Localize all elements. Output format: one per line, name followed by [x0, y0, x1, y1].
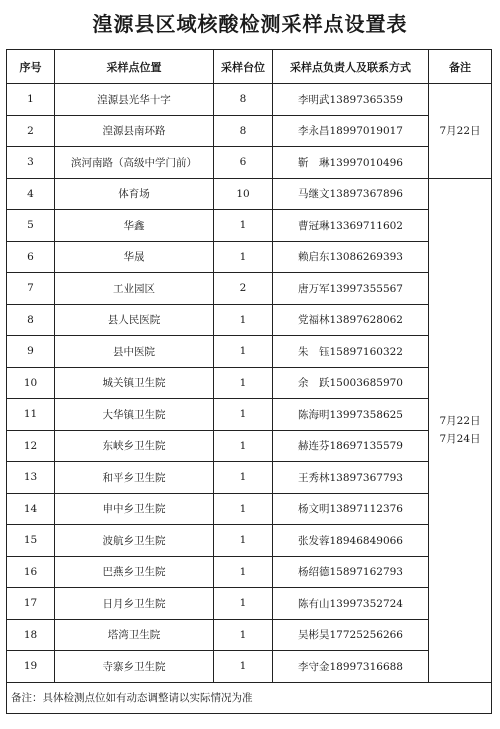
cell-location: 日月乡卫生院 — [55, 588, 214, 620]
table-body — [7, 84, 492, 683]
cell-contact: 王秀林13897367793 — [273, 462, 429, 494]
table-row — [7, 493, 492, 525]
note-date-end: 7月24日 — [439, 433, 481, 445]
cell-location: 塔湾卫生院 — [55, 619, 214, 651]
cell-location: 申中乡卫生院 — [55, 493, 214, 525]
cell-count: 10 — [214, 178, 273, 210]
cell-no: 15 — [7, 525, 55, 557]
note-date: 7月22日 — [439, 124, 481, 137]
table-row — [7, 178, 492, 210]
cell-contact: 李永昌18997019017 — [273, 115, 429, 147]
header-note: 备注 — [429, 50, 492, 84]
cell-location: 寺寨乡卫生院 — [55, 651, 214, 683]
note-cell-group-2 — [429, 178, 492, 682]
cell-no: 3 — [7, 147, 55, 179]
cell-no: 9 — [7, 336, 55, 368]
cell-location: 华鑫 — [55, 210, 214, 242]
cell-contact: 朱 钰15897160322 — [273, 336, 429, 368]
cell-no: 12 — [7, 430, 55, 462]
cell-no: 4 — [7, 178, 55, 210]
cell-contact: 唐万军13997355567 — [273, 273, 429, 305]
cell-count: 8 — [214, 115, 273, 147]
cell-no: 6 — [7, 241, 55, 273]
note-date-start: 7月22日 — [439, 415, 481, 427]
cell-count: 1 — [214, 430, 273, 462]
cell-no: 8 — [7, 304, 55, 336]
table-row — [7, 241, 492, 273]
table-row — [7, 84, 492, 116]
table-row — [7, 147, 492, 179]
note-cell-group-1 — [429, 84, 492, 179]
cell-location: 滨河南路（高级中学门前） — [55, 147, 214, 179]
table-row — [7, 588, 492, 620]
cell-location: 波航乡卫生院 — [55, 525, 214, 557]
cell-contact: 靳 琳13997010496 — [273, 147, 429, 179]
cell-contact: 张发蓉18946849066 — [273, 525, 429, 557]
table-row — [7, 651, 492, 683]
table-header-row — [7, 50, 492, 84]
cell-no: 11 — [7, 399, 55, 431]
table-row — [7, 430, 492, 462]
cell-count: 1 — [214, 304, 273, 336]
table-row — [7, 556, 492, 588]
cell-count: 1 — [214, 651, 273, 683]
cell-count: 1 — [214, 588, 273, 620]
cell-location: 东峡乡卫生院 — [55, 430, 214, 462]
header-location: 采样点位置 — [55, 50, 214, 84]
footer-row — [7, 682, 492, 713]
cell-contact: 杨文明13897112376 — [273, 493, 429, 525]
cell-location: 大华镇卫生院 — [55, 399, 214, 431]
cell-location: 工业园区 — [55, 273, 214, 305]
table-row — [7, 462, 492, 494]
cell-no: 14 — [7, 493, 55, 525]
cell-count: 1 — [214, 367, 273, 399]
cell-count: 1 — [214, 399, 273, 431]
table-row — [7, 367, 492, 399]
cell-location: 城关镇卫生院 — [55, 367, 214, 399]
table-row — [7, 273, 492, 305]
cell-contact: 陈海明13997358625 — [273, 399, 429, 431]
header-no: 序号 — [7, 50, 55, 84]
cell-location: 和平乡卫生院 — [55, 462, 214, 494]
cell-location: 湟源县光华十字 — [55, 84, 214, 116]
cell-contact: 曹冠琳13369711602 — [273, 210, 429, 242]
cell-count: 1 — [214, 462, 273, 494]
cell-contact: 李明武13897365359 — [273, 84, 429, 116]
table-row — [7, 399, 492, 431]
cell-count: 1 — [214, 241, 273, 273]
cell-count: 1 — [214, 493, 273, 525]
cell-no: 19 — [7, 651, 55, 683]
cell-no: 5 — [7, 210, 55, 242]
table-row — [7, 115, 492, 147]
cell-contact: 马继文13897367896 — [273, 178, 429, 210]
cell-contact: 李守金18997316688 — [273, 651, 429, 683]
cell-count: 1 — [214, 525, 273, 557]
cell-contact: 陈有山13997352724 — [273, 588, 429, 620]
cell-count: 1 — [214, 619, 273, 651]
cell-location: 华晟 — [55, 241, 214, 273]
cell-location: 湟源县南环路 — [55, 115, 214, 147]
cell-no: 7 — [7, 273, 55, 305]
cell-location: 体育场 — [55, 178, 214, 210]
cell-contact: 余 跃15003685970 — [273, 367, 429, 399]
cell-contact: 党福林13897628062 — [273, 304, 429, 336]
cell-no: 18 — [7, 619, 55, 651]
table-row — [7, 304, 492, 336]
cell-count: 8 — [214, 84, 273, 116]
table-row — [7, 210, 492, 242]
header-count: 采样台位 — [214, 50, 273, 84]
cell-contact: 吴彬昊17725256266 — [273, 619, 429, 651]
header-contact: 采样点负责人及联系方式 — [273, 50, 429, 84]
cell-no: 1 — [7, 84, 55, 116]
sampling-sites-table — [6, 49, 492, 714]
cell-count: 1 — [214, 556, 273, 588]
cell-count: 1 — [214, 336, 273, 368]
cell-contact: 杨绍德15897162793 — [273, 556, 429, 588]
page-title: 湟源县区域核酸检测采样点设置表 — [92, 12, 408, 36]
cell-contact: 赖启东13086269393 — [273, 241, 429, 273]
cell-contact: 赫连芬18697135579 — [273, 430, 429, 462]
cell-location: 县中医院 — [55, 336, 214, 368]
cell-location: 县人民医院 — [55, 304, 214, 336]
table-row — [7, 525, 492, 557]
table-row — [7, 336, 492, 368]
cell-count: 2 — [214, 273, 273, 305]
footer-note: 备注：具体检测点位如有动态调整请以实际情况为准 — [7, 682, 492, 713]
cell-no: 2 — [7, 115, 55, 147]
cell-count: 1 — [214, 210, 273, 242]
cell-count: 6 — [214, 147, 273, 179]
table-row — [7, 619, 492, 651]
cell-no: 10 — [7, 367, 55, 399]
cell-no: 17 — [7, 588, 55, 620]
cell-no: 16 — [7, 556, 55, 588]
cell-no: 13 — [7, 462, 55, 494]
cell-location: 巴燕乡卫生院 — [55, 556, 214, 588]
